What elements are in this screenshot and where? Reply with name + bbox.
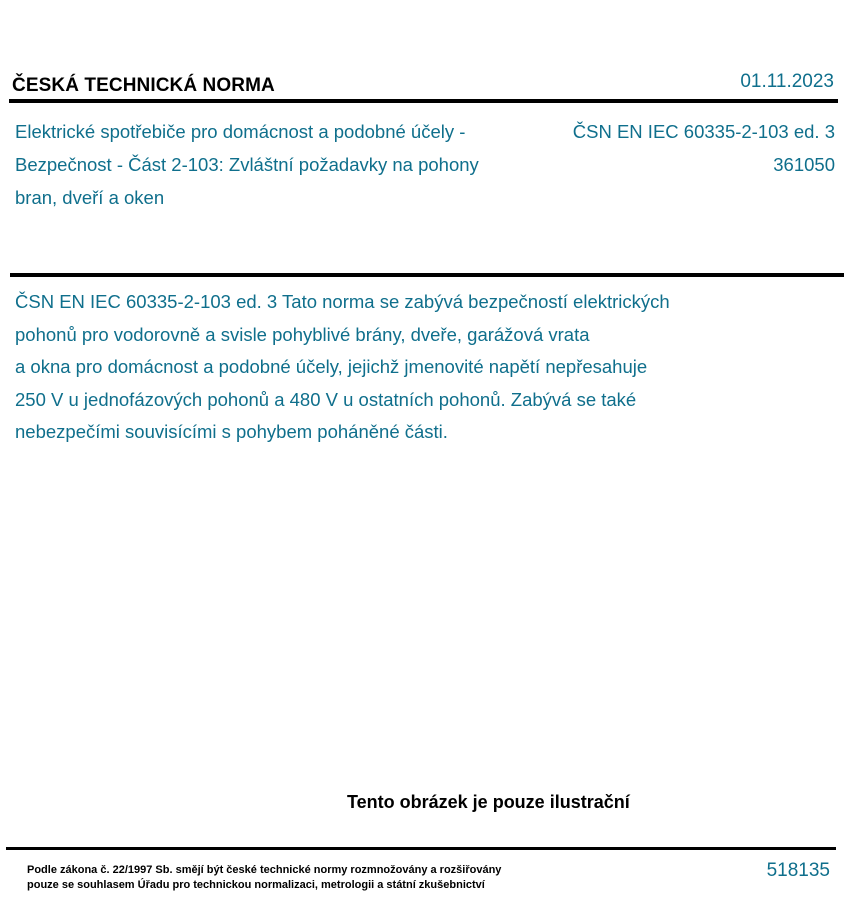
legal-line: Podle zákona č. 22/1997 Sb. smějí být české technické normy rozmnožovány a rozšiřovány <box>27 864 502 876</box>
header-divider <box>9 99 838 103</box>
standard-designation: ČSN EN IEC 60335-2-103 ed. 3 <box>572 121 835 142</box>
legal-line: pouze se souhlasem Úřadu pro technickou normalizaci, metrologii a státní zkušebnictví <box>27 879 485 891</box>
description-line: a okna pro domácnost a podobné účely, jejichž jmenovité napětí nepřesahuje <box>15 356 648 377</box>
standard-title: Elektrické spotřebiče pro domácnost a podobné účely - Bezpečnost - Část 2-103: Zvláštní požadavky na pohony bran, dveří a oken <box>15 121 479 208</box>
section-divider <box>10 273 844 277</box>
legal-notice <box>27 863 501 893</box>
publication-date: 01.11.2023 <box>740 71 834 92</box>
illustration-note: Tento obrázek je pouze ilustrační <box>347 792 630 812</box>
footer-divider <box>6 847 836 850</box>
description-line: pohonů pro vodorovně a svisle pohyblivé brány, dveře, garážová vrata <box>15 323 590 345</box>
standard-identifiers <box>505 115 835 181</box>
description-line: 250 V u jednofázových pohonů a 480 V u ostatních pohonů. Zabývá se také <box>15 388 637 410</box>
standard-description <box>15 286 845 449</box>
document-type-heading: ČESKÁ TECHNICKÁ NORMA <box>12 75 275 96</box>
classification-code: 361050 <box>773 154 835 175</box>
description-line: nebezpečími souvisícími s pohybem poháněné části. <box>15 421 448 442</box>
catalog-number: 518135 <box>766 860 830 881</box>
description-line: ČSN EN IEC 60335-2-103 ed. 3 Tato norma se zabývá bezpečností elektrických <box>15 291 670 312</box>
